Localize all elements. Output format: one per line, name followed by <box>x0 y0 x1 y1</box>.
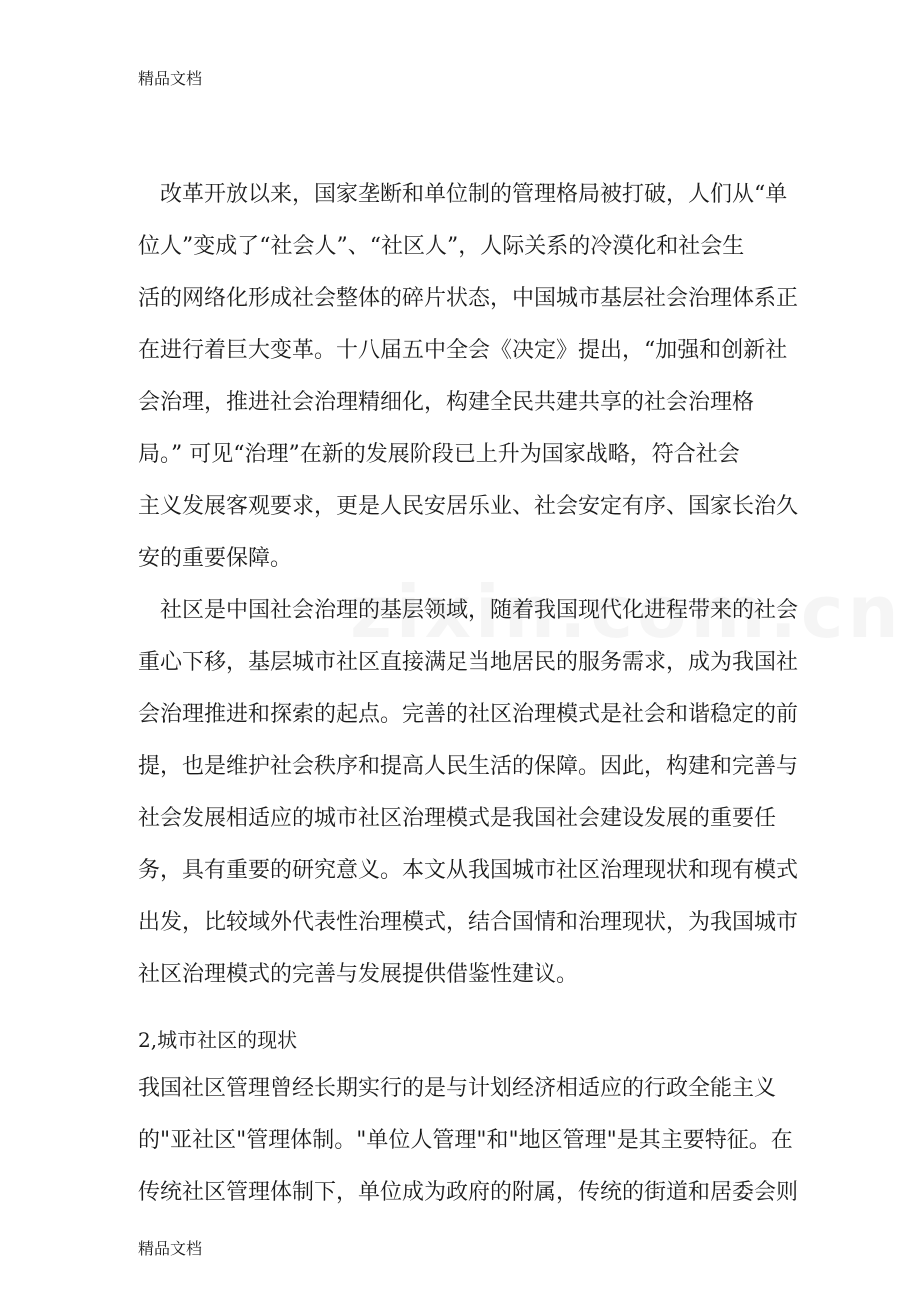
paragraph-1-line: 在进行着巨大变革。十八届五中全会《决定》提出，“加强和创新社 <box>138 338 788 363</box>
paragraph-2-line: 社会发展相适应的城市社区治理模式是我国社会建设发展的重要任 <box>138 806 777 831</box>
paragraph-1-line: 活的网络化形成社会整体的碎片状态，中国城市基层社会治理体系正 <box>138 286 799 311</box>
section-2-line: 的"亚社区"管理体制。"单位人管理"和"地区管理"是其主要特征。在 <box>138 1128 793 1153</box>
paragraph-2-line: 务，具有重要的研究意义。本文从我国城市社区治理现状和现有模式 <box>138 858 799 883</box>
paragraph-1-line: 主义发展客观要求，更是人民安居乐业、社会安定有序、国家长治久 <box>138 494 799 519</box>
paragraph-2-line: 会治理推进和探索的起点。完善的社区治理模式是社会和谐稳定的前 <box>138 702 799 727</box>
paragraph-2-line: 社区治理模式的完善与发展提供借鉴性建议。 <box>138 962 579 987</box>
section-heading: 2,城市社区的现状 <box>138 1028 298 1052</box>
paragraph-1-line: 局。” 可见“治理”在新的发展阶段已上升为国家战略，符合社会 <box>138 442 740 467</box>
paragraph-1-line: 安的重要保障。 <box>138 546 293 571</box>
section-2-line: 我国社区管理曾经长期实行的是与计划经济相适应的行政全能主义 <box>138 1076 777 1101</box>
paragraph-2-line: 提，也是维护社会秩序和提高人民生活的保障。因此，构建和完善与 <box>138 754 799 779</box>
paragraph-1-line: 位人”变成了“社会人”、“社区人”，人际关系的冷漠化和社会生 <box>138 234 745 259</box>
section-2-line: 传统社区管理体制下，单位成为政府的附属，传统的街道和居委会则 <box>138 1180 799 1205</box>
paragraph-1-line: 改革开放以来，国家垄断和单位制的管理格局被打破，人们从“单 <box>138 182 788 207</box>
paragraph-2-line: 社区是中国社会治理的基层领域，随着我国现代化进程带来的社会 <box>138 598 799 623</box>
paragraph-2-line: 出发，比较域外代表性治理模式，结合国情和治理现状，为我国城市 <box>138 910 799 935</box>
paragraph-1-line: 会治理，推进社会治理精细化，构建全民共建共享的社会治理格 <box>138 390 755 415</box>
page-header: 精品文档 <box>138 69 203 88</box>
paragraph-2-line: 重心下移，基层城市社区直接满足当地居民的服务需求，成为我国社 <box>138 650 799 675</box>
page-footer: 精品文档 <box>138 1239 203 1258</box>
